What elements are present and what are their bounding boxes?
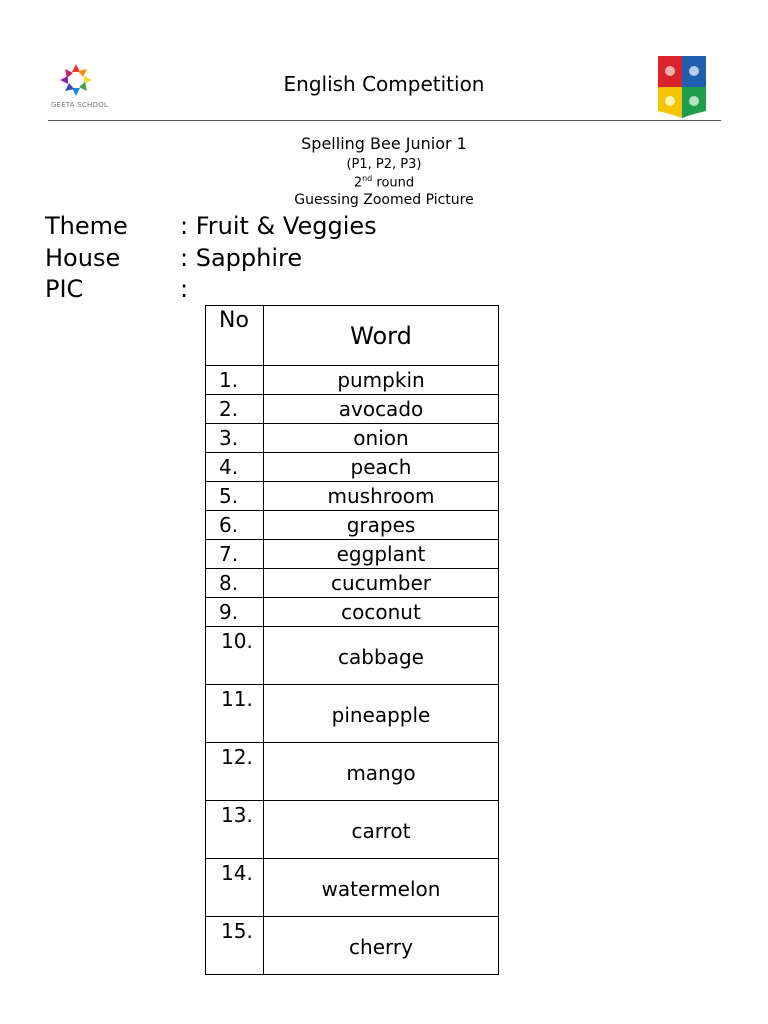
table-row xyxy=(206,569,499,598)
table-row xyxy=(206,598,499,627)
row-word: mushroom xyxy=(264,482,499,511)
table-row xyxy=(206,627,499,685)
table-row xyxy=(206,366,499,395)
table-row xyxy=(206,424,499,453)
table-row xyxy=(206,453,499,482)
row-word: peach xyxy=(264,453,499,482)
row-word: watermelon xyxy=(264,859,499,917)
column-header-no: No xyxy=(206,306,264,366)
round-ordinal: nd xyxy=(362,174,373,183)
table-row xyxy=(206,917,499,975)
row-number: 5. xyxy=(206,482,264,511)
row-word: mango xyxy=(264,743,499,801)
house-crest-icon xyxy=(658,56,706,118)
table-row xyxy=(206,540,499,569)
row-number: 4. xyxy=(206,453,264,482)
row-number: 10. xyxy=(206,627,264,685)
table-row xyxy=(206,743,499,801)
theme-value: : Fruit & Veggies xyxy=(180,212,377,240)
table-row xyxy=(206,511,499,540)
row-number: 2. xyxy=(206,395,264,424)
row-word: avocado xyxy=(264,395,499,424)
row-word: pumpkin xyxy=(264,366,499,395)
row-word: cherry xyxy=(264,917,499,975)
row-number: 3. xyxy=(206,424,264,453)
row-word: pineapple xyxy=(264,685,499,743)
row-number: 8. xyxy=(206,569,264,598)
pic-value: : xyxy=(180,275,189,303)
row-number: 9. xyxy=(206,598,264,627)
theme-label: Theme xyxy=(45,212,128,240)
house-label: House xyxy=(45,244,121,272)
row-word: onion xyxy=(264,424,499,453)
row-number: 13. xyxy=(206,801,264,859)
table-row xyxy=(206,801,499,859)
house-value: : Sapphire xyxy=(180,244,303,272)
round-description: Guessing Zoomed Picture xyxy=(294,192,474,208)
word-table xyxy=(205,305,499,975)
row-number: 7. xyxy=(206,540,264,569)
table-row xyxy=(206,859,499,917)
grade-levels: (P1, P2, P3) xyxy=(346,157,422,172)
table-header-row xyxy=(206,306,499,366)
round-text: round xyxy=(372,175,415,191)
row-number: 14. xyxy=(206,859,264,917)
logo-text: GEETA SCHOOL xyxy=(51,101,108,109)
row-word: carrot xyxy=(264,801,499,859)
round-number: 2 xyxy=(353,175,363,191)
row-word: cabbage xyxy=(264,627,499,685)
row-word: grapes xyxy=(264,511,499,540)
row-number: 11. xyxy=(206,685,264,743)
row-word: coconut xyxy=(264,598,499,627)
table-row xyxy=(206,395,499,424)
table-row xyxy=(206,685,499,743)
table-row xyxy=(206,482,499,511)
round-label xyxy=(0,174,768,190)
row-number: 12. xyxy=(206,743,264,801)
header-divider xyxy=(48,120,721,121)
row-word: eggplant xyxy=(264,540,499,569)
row-word: cucumber xyxy=(264,569,499,598)
column-header-word: Word xyxy=(264,306,499,366)
row-number: 15. xyxy=(206,917,264,975)
row-number: 1. xyxy=(206,366,264,395)
pic-label: PIC xyxy=(45,275,84,303)
page-title: English Competition xyxy=(283,72,485,96)
row-number: 6. xyxy=(206,511,264,540)
competition-subtitle: Spelling Bee Junior 1 xyxy=(301,134,467,153)
